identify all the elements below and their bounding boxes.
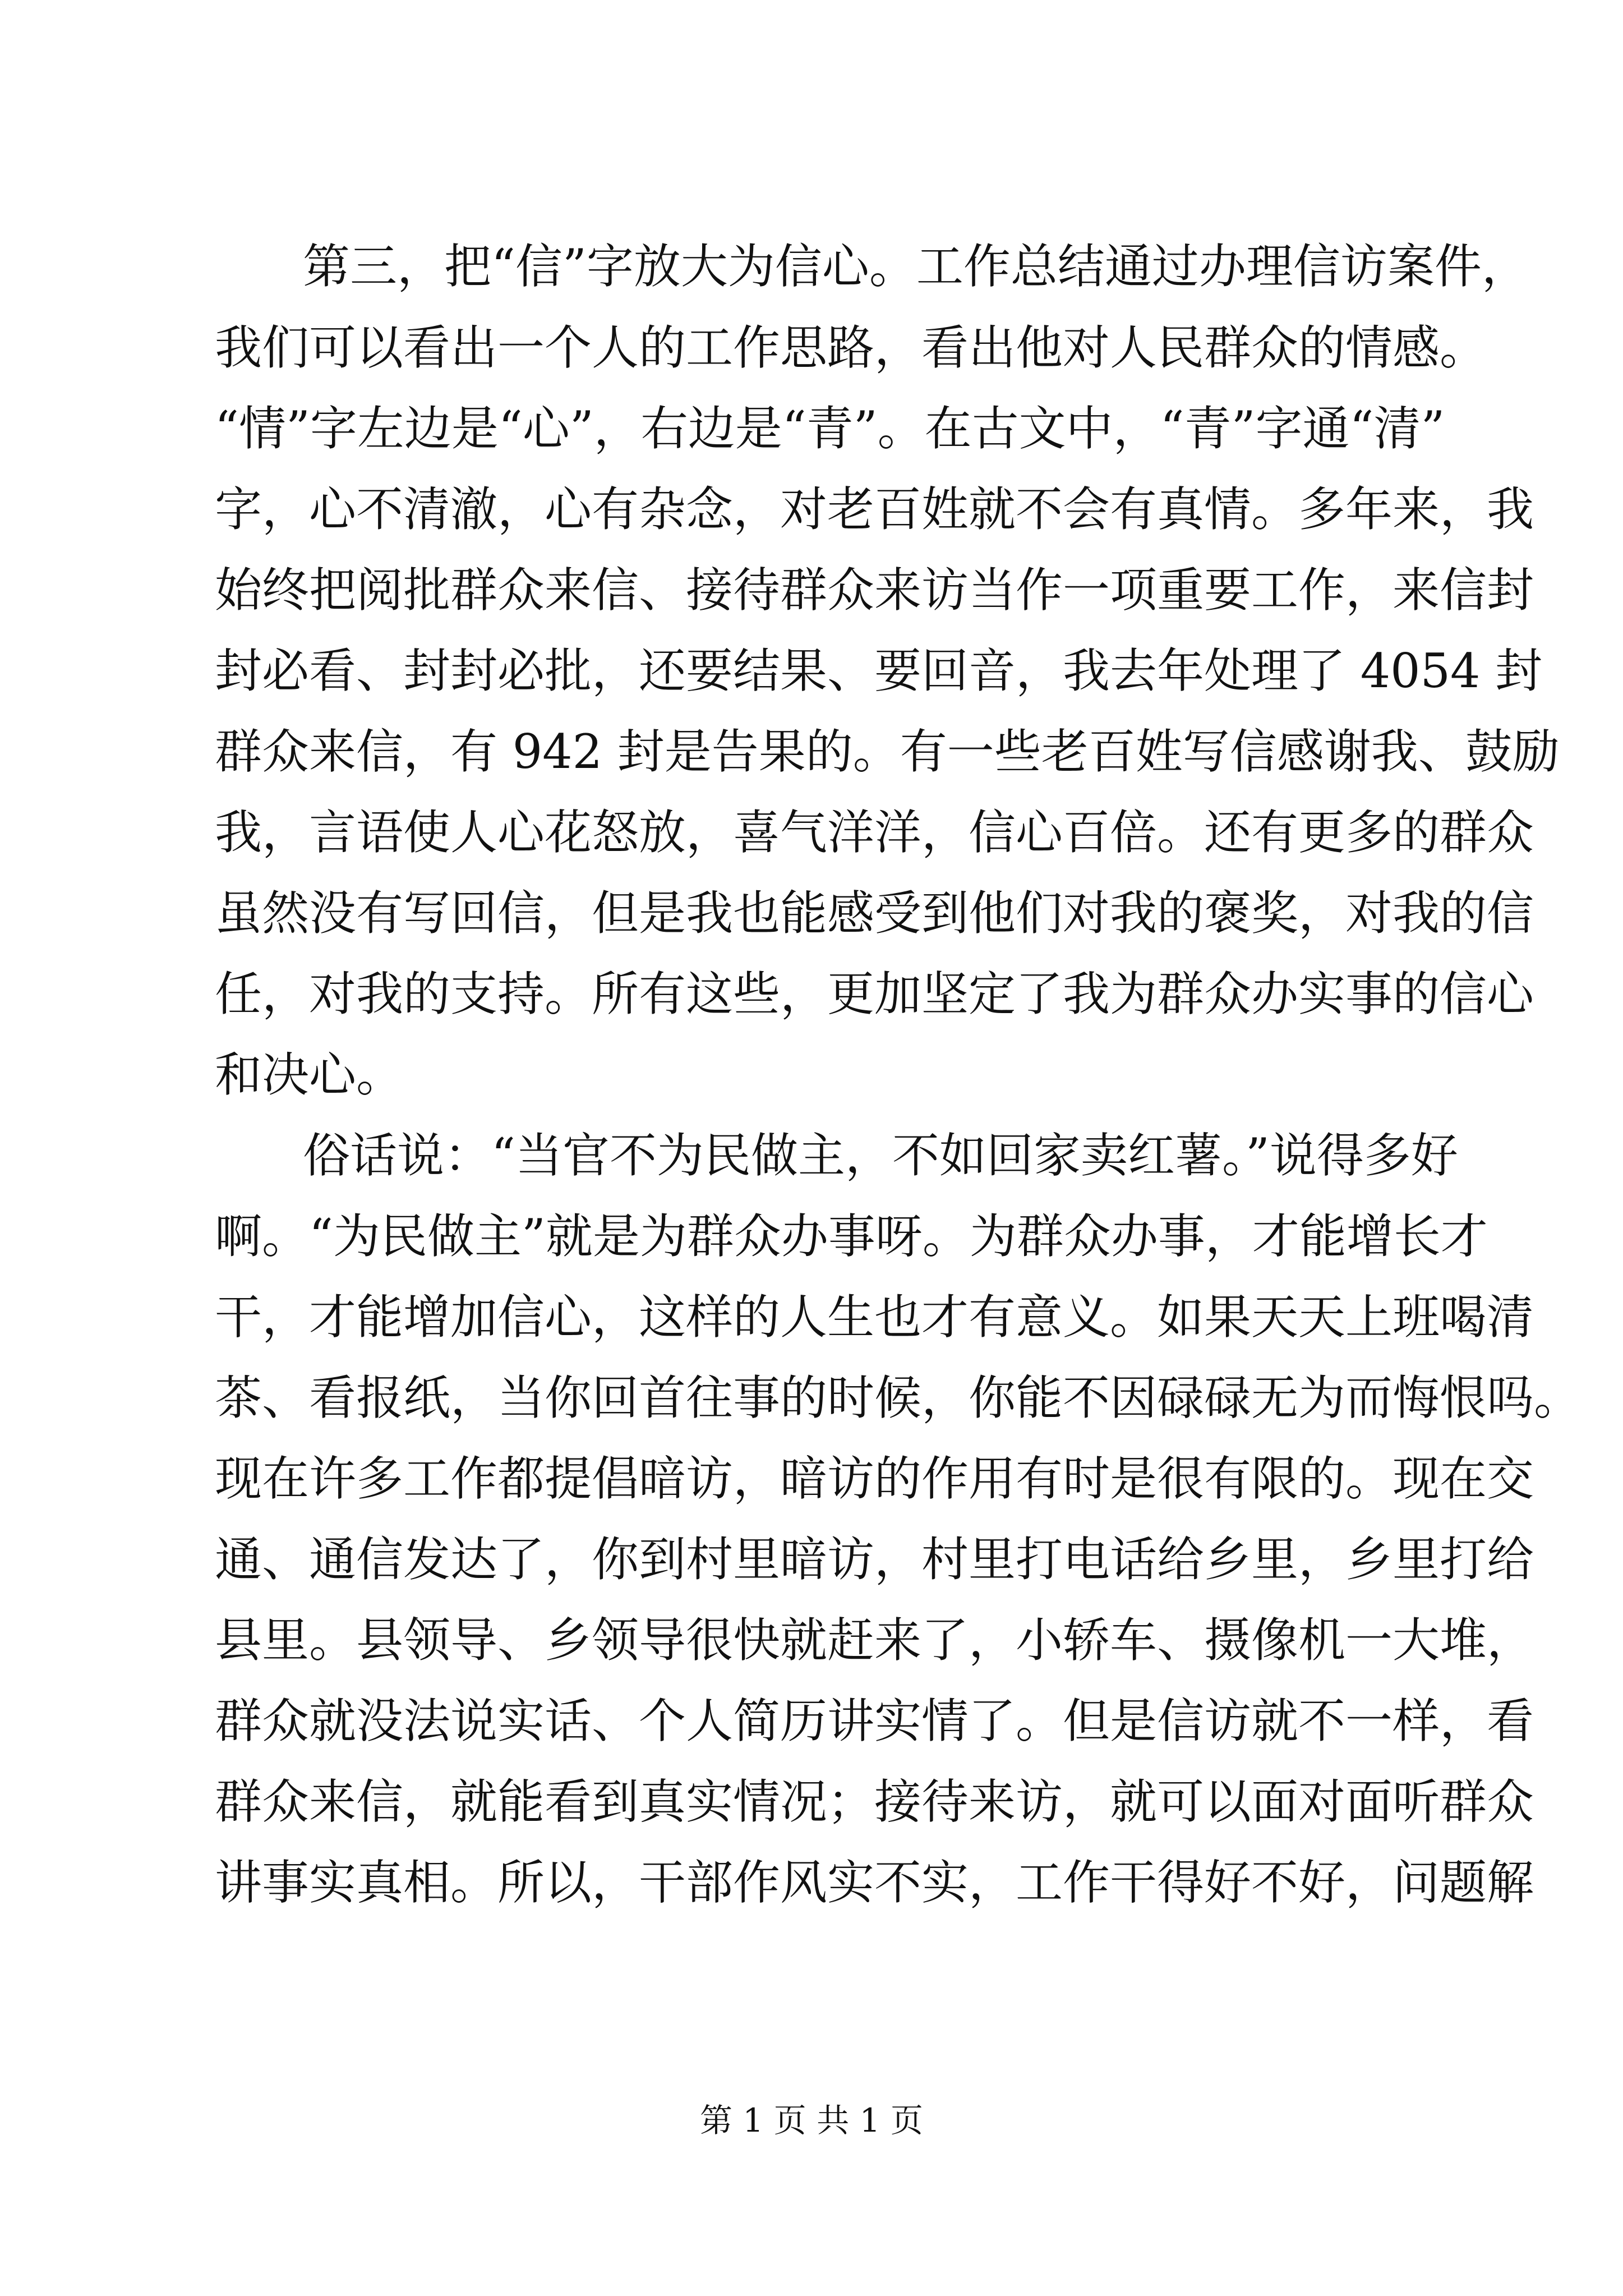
paragraph-line: 封必看、封封必批，还要结果、要回音，我去年处理了 4054 封 — [215, 643, 1543, 698]
paragraph-line: 我们可以看出一个人的工作思路，看出他对人民群众的情感。 — [215, 320, 1487, 375]
paragraph-line: 任，对我的支持。所有这些，更加坚定了我为群众办实事的信心 — [215, 967, 1534, 1022]
paragraph-line: 虽然没有写回信，但是我也能感受到他们对我的褒奖，对我的信 — [215, 886, 1534, 941]
paragraph-line: “情”字左边是“心”，右边是“青”。在古文中，“青”字通“清” — [215, 401, 1445, 456]
paragraph-line: 啊。“为民做主”就是为群众办事呀。为群众办事，才能增长才 — [215, 1209, 1488, 1264]
paragraph-line: 现在许多工作都提倡暗访，暗访的作用有时是很有限的。现在交 — [215, 1451, 1534, 1506]
paragraph-line: 和决心。 — [215, 1047, 404, 1102]
paragraph-line: 讲事实真相。所以，干部作风实不实，工作干得好不好，问题解 — [215, 1855, 1534, 1910]
paragraph-line: 群众来信，就能看到真实情况；接待来访，就可以面对面听群众 — [215, 1774, 1534, 1829]
paragraph-line: 俗话说：“当官不为民做主，不如回家卖红薯。”说得多好 — [303, 1128, 1458, 1183]
paragraph-line: 县里。县领导、乡领导很快就赶来了，小轿车、摄像机一大堆， — [215, 1613, 1534, 1668]
paragraph-line: 第三，把“信”字放大为信心。工作总结通过办理信访案件， — [303, 239, 1529, 294]
paragraph-line: 我，言语使人心花怒放，喜气洋洋，信心百倍。还有更多的群众 — [215, 805, 1534, 860]
paragraph-line: 茶、看报纸，当你回首往事的时候，你能不因碌碌无为而悔恨吗。 — [215, 1370, 1581, 1425]
paragraph-line: 始终把阅批群众来信、接待群众来访当作一项重要工作，来信封 — [215, 563, 1534, 618]
page-footer: 第 1 页 共 1 页 — [700, 2101, 923, 2139]
paragraph-line: 群众就没法说实话、个人简历讲实情了。但是信访就不一样，看 — [215, 1694, 1534, 1749]
paragraph-line: 群众来信，有 942 封是告果的。有一些老百姓写信感谢我、鼓励 — [215, 724, 1560, 779]
paragraph-line: 字，心不清澈，心有杂念，对老百姓就不会有真情。多年来，我 — [215, 482, 1534, 537]
paragraph-line: 干，才能增加信心，这样的人生也才有意义。如果天天上班喝清 — [215, 1290, 1534, 1345]
paragraph-line: 通、通信发达了，你到村里暗访，村里打电话给乡里，乡里打给 — [215, 1532, 1534, 1587]
